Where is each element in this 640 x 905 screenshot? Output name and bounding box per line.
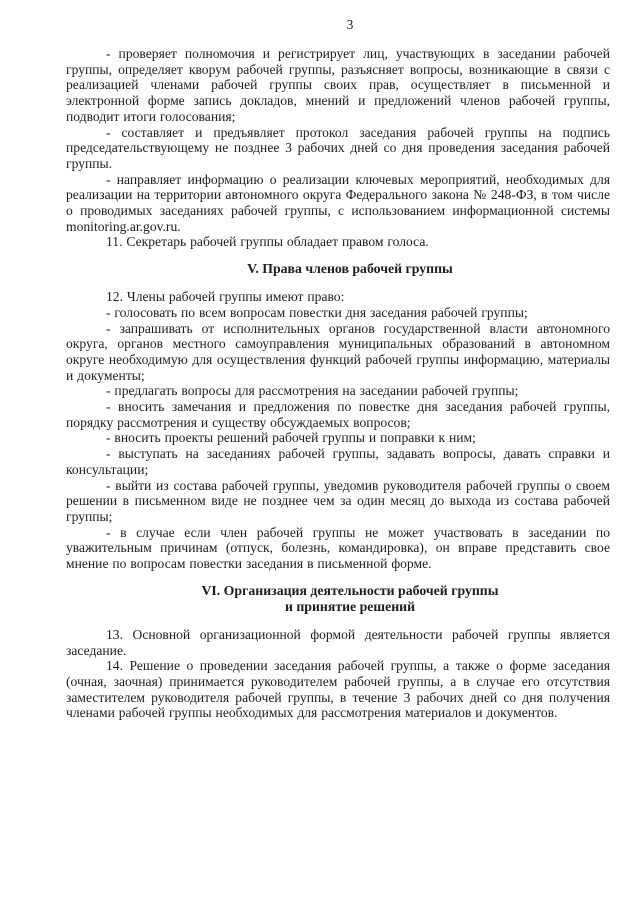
page-number: 3	[346, 17, 354, 32]
paragraph-secretary-check-credentials: - проверяет полномочия и регистрирует лиц, участвующих в заседании рабочей группы, определяет кворум рабочей группы, разъясняет вопросы, возникающие в связи с реализацией членами рабочей группы своих прав, осуществляет в письменной и электронной форме запись докладов, мнений и предложений членов рабочей группы, подводит итоги голосования;	[66, 46, 610, 124]
paragraph-12-members-rights-intro: 12. Члены рабочей группы имеют право:	[106, 289, 345, 305]
paragraph-secretary-send-information: - направляет информацию о реализации ключевых мероприятий, необходимых для реализации на территории автономного округа Федерального закона № 248-ФЗ, в том числе о проводимых заседаниях рабочей группы, с использованием информационной системы monitoring.ar.gov.ru.	[66, 171, 610, 234]
paragraph-secretary-protocol: - составляет и предъявляет протокол заседания рабочей группы на подпись председательствующему не позднее 3 рабочих дней со дня проведения заседания рабочей группы.	[66, 124, 610, 171]
section-v-heading: V. Права членов рабочей группы	[247, 261, 453, 277]
paragraph-right-vote: - голосовать по всем вопросам повестки дня заседания рабочей группы;	[106, 304, 528, 320]
section-vi-heading-line2: и принятие решений	[284, 598, 416, 614]
document-body	[66, 46, 610, 721]
paragraph-14-decision: 14. Решение о проведении заседания рабочей группы, а также о форме заседания (очная, заочная) принимается руководителем рабочей группы, а в случае его отсутствия заместителем руководителя рабочей группы, в течение 3 рабочих дней со дня получения членами рабочей группы необходимых для рассмотрения материалов и документов.	[66, 658, 610, 721]
paragraph-right-propose: - предлагать вопросы для рассмотрения на заседании рабочей группы;	[106, 383, 519, 399]
paragraph-right-remarks: - вносить замечания и предложения по повестке дня заседания рабочей группы, порядку рассмотрения и существу обсуждаемых вопросов;	[66, 399, 610, 430]
paragraph-right-absence: - в случае если член рабочей группы не может участвовать в заседании по уважительным причинам (отпуск, болезнь, командировка), он вправе представить свое мнение по вопросам повестки заседания в письменной форме.	[66, 524, 610, 572]
paragraph-right-speak: - выступать на заседаниях рабочей группы, задавать вопросы, давать справки и консультации;	[66, 446, 610, 477]
paragraph-13-main-form: 13. Основной организационной формой деятельности рабочей группы является заседание.	[66, 626, 610, 658]
paragraph-11-secretary-vote-right: 11. Секретарь рабочей группы обладает правом голоса.	[106, 234, 429, 250]
section-vi-heading-line1: VI. Организация деятельности рабочей группы	[201, 582, 499, 598]
paragraph-right-request: - запрашивать от исполнительных органов государственной власти автономного округа, органов местного самоуправления муниципальных образований в автономном округе необходимую для осуществления функций рабочей группы информацию, материалы и документы;	[66, 320, 610, 383]
paragraph-right-drafts: - вносить проекты решений рабочей группы и поправки к ним;	[106, 430, 476, 446]
paragraph-right-leave: - выйти из состава рабочей группы, уведомив руководителя рабочей группы о своем решении в письменном виде не позднее чем за один месяц до выхода из состава рабочей группы;	[66, 477, 610, 524]
section-vi-heading	[66, 583, 610, 615]
